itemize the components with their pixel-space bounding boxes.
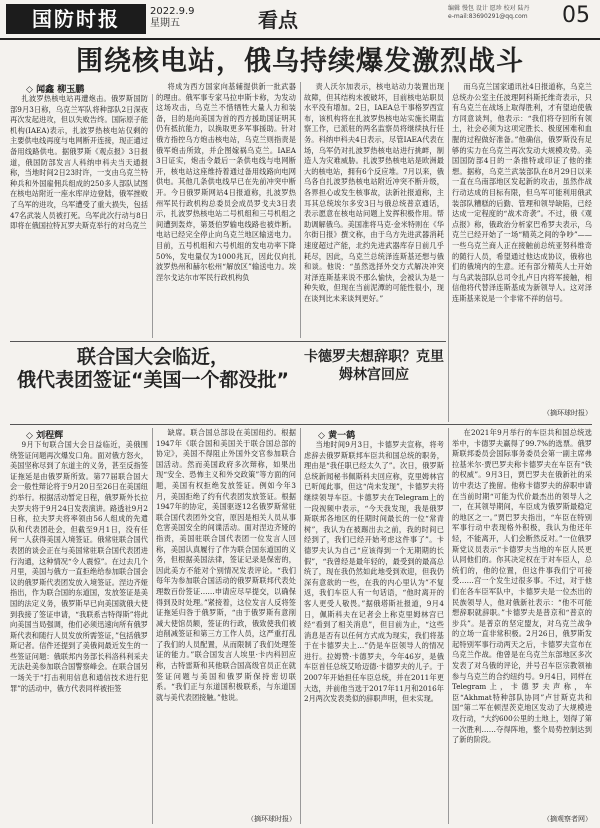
article1-column-4: 而乌克兰国家通讯社4日报道称，乌克兰总统办公室主任波理阿科斯托维奇表示，只有乌克兰在战场上取得胜利，才有望迫使俄方同意谈判，他表示：“我们将夺回所有领土，社会必须为这项定胜长、极度困难和血腥的过程做好准备。”他确信，俄罗斯没有足够的实力在乌克兰再次发动大规模攻势。美国国防部4日的一条推特或印证了他的推想。据称，乌克兰武装部队在8月29日以来一直在乌南部地区发起新的攻击，虽然作战行动达成的目标有限，但乌军可能利用俄武装部队糟糕的后勤、管理和领导缺陷，已经达成一定程度的“战术奇袭”。不过，俄《观点报》称，俄政治分析家巴希罗夫表示，乌克兰已经开始了一场“精英之间的争吵”——一些乌克兰商人正在接触前总统亚努科维奇的随行人员，希望通过他达成协议，俄称也们的俄境内的生意。还有部分精英人士开始与乌武装部队总司令扎卢日内将军接触，相信他将代替泽连斯基成为新领导人。这对泽连斯基来说是一个非常不祥的信号。 (452, 82, 592, 303)
page-number: 05 (562, 3, 590, 28)
column-divider (448, 82, 449, 422)
article2-headline-line1: 联合国大会临近， (76, 346, 229, 368)
article3-byline-text: 黄一鹤 (328, 431, 356, 441)
article2-source: （摘环球时报） (247, 815, 296, 823)
article1-headline: 围绕核电站，俄乌持续爆发激烈战斗 (76, 46, 524, 77)
section-divider (10, 424, 592, 425)
column-divider (300, 428, 301, 824)
section-title: 看点 (258, 8, 298, 32)
article3-byline: ◇ 黄一鹤 (318, 431, 356, 441)
column-divider (448, 428, 449, 824)
article1-column-2: 将成为西方国家向基辅提供新一批武器的理由。俄军事专家马拉申斯卡称，为发动这场攻击，乌克兰不惜牺牲大量人力和装备，目的是向美国为首的西方援助国证明其仍有抵抗能力，以换取更多军事援助。针对俄方指控乌方炮击核电站，乌克兰则指责是俄军炮击所致，并企图嫁祸乌克兰。IAEA 3日证实，炮击令最后一条供电线与电网断开，核电站这座维持着通过备用线路向电网供电。其他几条供电线早已在先前冲突中断开。今日俄罗斯网站4日报道称，扎波罗热州军民行政机构总委员会成员罗戈夫3日表示，扎波罗热核电站二号机组和三号机组之间遭到轰炸，第聂伯罗输电线路也被炸断。电站已经完全停止向乌克兰地区输送电力。目前，五号机组和六号机组的发电功率下降50%，发电量仅为1000兆瓦，因此仅向扎波罗热州和赫尔松州“解放区”输送电力。埃涅尔戈达尔市军民行政机构负 (156, 82, 296, 282)
date-text: 2022.9.9 (150, 6, 195, 17)
masthead-rule (0, 38, 600, 40)
article1-column-1: 扎波罗热核电站再遭炮击。俄罗斯国防部9月3日称，乌克兰军队将种部队2日深夜再次发起进攻，但以失败告终。国际原子能机构(IAEA)表示，扎波罗热核电站仅剩的主要供电线再度与电网断开连接，现正通过备用线路供电。据俄罗斯《观点报》3日报道，俄国防部发言人科纳申科夫当天通报称，当地时间2日23时许，一支由乌克兰特种兵和外国雇佣兵组成的250多人部队试图在核电站附近一座水库岸边登陆，俄军挫败了乌军的进攻，乌军遭受了重大损失，包括47名武装人员被打死。乌军此次行动与8日即将在俄国拉特瓦罗夫斯克举行的对乌克兰 (10, 94, 148, 231)
article3-source: （摘观察者网） (543, 815, 592, 823)
article1-column-3: 责人沃尔加表示，核电站动力装置出现故障，但其结构未被破坏，目前核电站职员水平没有增加。2日，IAEA总干事格罗西宣布，该机构将在扎波罗热核电站实施长期监察工作，已派驻的两名监察员将继续执行任务。科纳申科夫4日表示，尽管IAEA代表在场，乌军仍对扎波罗热核电站进行挑衅，制造人为灾难威胁。扎波罗热核电站是欧洲最大的核电站，拥有6个反应堆。7月以来，俄乌各自扎波罗热核电站附近冲突不断升级，各界担心或发生核事故，法新社报道称，主耳其总统埃尔多安3日与俄总统普京通话，表示愿意在核电站问题上发挥积极作用。帮助调解俄乌。美国准将马克·金米特则在《华尔街日报》撰文称，由于乌方先进武器消耗速度超过产能，北约先进武器库存日前几乎耗尽，因此，乌克兰总统泽连斯基还想与俄和谈。他说：“虽然选择外交方式解决冲突对泽连斯基来说不那么愉快，会被认为是一种失败，但现在当前泥潭的可能性很小，现在谈判比未来谈判更好。” (304, 82, 444, 303)
editors-line: 编辑 慢包 设计 愿珍 校对 陆丹 (448, 5, 530, 12)
article2-byline: ◇ 刘程辉 (26, 431, 64, 441)
email-line: e-mail:83690291@qq.com (448, 13, 528, 20)
section-divider (10, 341, 446, 342)
column-divider (152, 94, 153, 338)
article2-headline (10, 346, 296, 392)
article1-byline: ◇ 闻鑫 柳玉鹏 (26, 85, 85, 95)
newspaper-logo: 国防时报 (6, 4, 146, 34)
masthead (0, 0, 600, 40)
article2-column-1: 9月下旬联合国大会日益临近，美俄围绕签证问题再次爆发口角。面对俄方怒火，美国坚称尽到了东道主的义务，甚至反指签证拖延是由俄罗斯所致。第77届联合国大会一般性辩论将于9月20日至26日在美国纽约举行。根据活动暂定日程，俄罗斯外长拉夫罗夫将于9月24日发表演讲。路透社9月2日称，拉夫罗夫将率领由56人组成的先遣队和代表团赴会，但截至9月1日，没有任何一人获得美国入境签证。俄常驻联合国代表团的谈会正在与美国常驻联合国代表团进行沟通，这种情况“令人震惊”。在过去几个月里，美国与俄方一直拒绝给参加联合国会议的俄罗斯代表团发放入境签证。涅边齐娅指出，作为联合国的东道国，发放签证是美国的法定义务，俄罗斯早已向美国就俄大使到我接了签证申请，“我联系吉特得斯”将此向美国当局强调，他们必须迅速向所有俄罗斯代表和随行人员发放所需签证，”包括俄罗斯记者。信件还提到了美俄间最近发生的一些签证问题：俄联邦内务部长科洛科利采夫无法赴美参加联合国警察峰会。在联合国另一场关于“打击利用信息和通信技术进行犯罪”的活动中，俄方代表同样被拒签 (10, 440, 148, 693)
issue-date (150, 6, 195, 30)
weekday-text: 星期五 (150, 18, 180, 29)
editors-info (448, 5, 530, 21)
article2-byline-text: 刘程辉 (36, 431, 64, 441)
article3-column-2: 在2021年9月举行的车臣共和国总统选举中，卡德罗夫赢得了99.7%的选票。俄罗斯联邦委员会国际事务委员会第一副主席弗拉基米尔·贾巴罗夫称卡德罗夫在车臣有“铁的权威”。9月3日，贾巴罗夫在俄新社的采访中表达了挽留。他称卡德罗夫的辞职申请在当前时期“可能为代价最杰出的领导人之一，在其领导期间，车臣成为俄罗斯最稳定的地区之一。”贾巴罗夫指出，“车臣在特别军事行动中表现格外积极，我认为他还年轻，不能离开，人们会断然反对。”一位俄罗斯党议员表示“卡德罗夫当地的车臣人民更认同他们的。你其决定权在于对车臣人，总统们的，他的位置，但这件事我们宁可接受……宫一个发生过很多事。不过，对于他们在各车臣军队中，卡德罗夫是一位杰出的民族领导人，他对俄新社表示：“他不可能想辞职就辞职。”卡德罗夫是普京和“普京的步兵”。是普京的坚定盟友，对乌克兰战争的立场一直非常积极。2月26日，俄罗斯发起特别军事行动两天之后，卡德罗夫宣布在乌克兰作战。他曾是在乌克兰东部地区多次发表了对乌俄的评论，并号召车臣宗教领袖参与乌克兰的合约纽约号。9月4日，同样在Telegram上，卡德罗夫声称，车臣“Akhmat特种部队协同”卢甘斯克共和国“第二军在顿涅茨克地区发动了大规模进攻行动，“大约600公里的土地上，划得了第一次胜利……夺得阵地，整个局势控制达到了新的阶段。 (452, 428, 592, 745)
article2-column-2: 缺席。联合国总部设在美国纽约。根据1947年《联合国和美国关于联合国总部的协定》，美国不得阻止外国外交官参加联合国活动。然而美国政府多次辩称，如果出现“安全、恐怖主义和外交政策”等方面的问题，美国有权拒绝发放签证。例如今年3月，美国拒绝了约有代表团发放签证。根据1947年的协定，美国驱逐12名俄罗斯常驻联合国代表团外交官，原因是相关人员从事危害美国安全的间谍活动。面对涅边齐娅的指责，美国驻联合国代表团一位发言人回称，美国认真履行了作为联合国东道国的义务，但根据美国法律，签证记录是保密的，因此美方不能对个别情况发表评论。“我们每年为参加联合国活动的俄罗斯联邦代表处理数百份签证……申请应尽早提交，以确保得到及时处理。”紧接着，这位发言人反将签证拖延归咎于俄罗斯，“由于俄罗斯有意削减大使馆员额，签证的行政，俄致使我们被迫削减签证和第三方工作人员，这严重打乱了我们的人员配置，从而限制了我们处理签证的能力。”联合国发言人埃里·卡内科回应称，古特雷斯和其他联合国高级官员正在就签证问题与美国和俄罗斯保持密切联系。“我们正与东道国积极联系，与东道国就与美代表团接触。”他说。 (156, 428, 296, 702)
article2-headline-line2: 俄代表团签证“美国一个都没批” (17, 369, 289, 391)
article1-byline-text: 闻鑫 柳玉鹏 (36, 85, 85, 95)
article3-column-1: 当地时间9月3日，卡德罗夫宣称，将考虑辞去俄罗斯联邦车臣共和国总统的职务，理由是“我任职已经太久了”。次日，俄罗斯总统新闻秘书佩斯科夫回应称，克里姆林宫已听闻此事，但这“尚未发现”，卡德罗夫将继续领导车臣。卡德罗夫在Telegram上的一段视频中表示，“今天我发现，我是俄罗斯联邦各地区的任期时间最长的一位“常青树”，我认为在被踢出去之前，我的时间已经到了，我们已经开始考虑这件事了”。卡德罗夫认为自己“应该得到一个无期期的长假”，“我曾经是最年轻的，最受到的最高总统了，现在我仍然如此地受到欢迎，但我仍深有意欲的一些，在我的内心里认为”不复返，我们车臣人有一句话语，“他时离开的客人更受人敬畏。”据俄塔斯社报道，9月4日，佩斯科夫在记者会上称克里姆林宫已经“看到了相关消息”，但目前为止，“这些消息是否有以任何方式成为现实，我们将基于在卡德罗夫上…”仍是车臣领导人的情况进行。拉姆赞·卡德罗夫，今年46岁，是俄车臣首任总统艾哈迈德·卡德罗夫的儿子。于2007年开始担任车臣总统，并在2011年更大选，并前他当选于2017年11月和2016年2月两次发表类似的辞职声明，但未实现。 (304, 440, 444, 704)
article3-headline: 卡德罗夫想辞职？克里姆林宫回应 (304, 349, 444, 383)
article1-source: （摘环球时报） (543, 409, 592, 417)
column-divider (152, 428, 153, 824)
column-divider (300, 82, 301, 338)
